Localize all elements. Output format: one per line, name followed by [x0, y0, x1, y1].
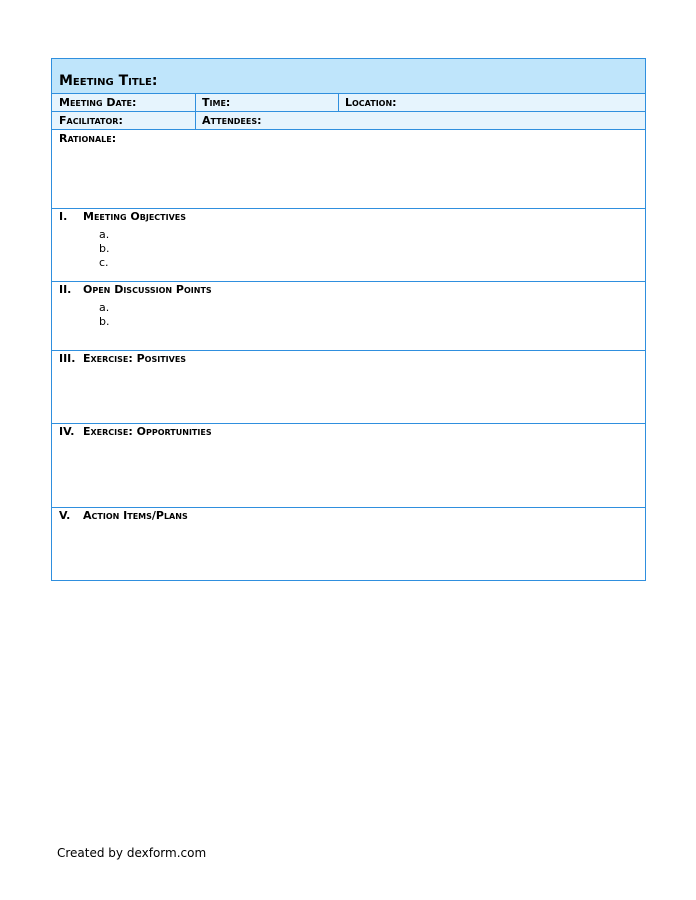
list-item: a.: [99, 301, 110, 314]
rationale-cell[interactable]: [51, 129, 646, 209]
section-meeting-objectives[interactable]: [51, 208, 646, 282]
attendees-cell[interactable]: [195, 111, 646, 130]
section-action-items[interactable]: [51, 507, 646, 581]
location-label: Location:: [345, 96, 397, 109]
location-cell[interactable]: [338, 93, 646, 112]
list-item: c.: [99, 256, 109, 269]
facilitator-cell[interactable]: [51, 111, 196, 130]
section-number: IV.: [59, 425, 75, 438]
section-title: Meeting Objectives: [83, 210, 187, 223]
time-cell[interactable]: [195, 93, 339, 112]
section-number: I.: [59, 210, 68, 223]
footer-credit: Created by dexform.com: [57, 846, 207, 860]
meeting-date-cell[interactable]: [51, 93, 196, 112]
meeting-date-label: Meeting Date:: [59, 96, 137, 109]
section-number: V.: [59, 509, 71, 522]
section-title: Exercise: Opportunities: [83, 425, 212, 438]
section-number: III.: [59, 352, 76, 365]
meeting-title-label: Meeting Title:: [59, 73, 158, 89]
section-exercise-positives[interactable]: [51, 350, 646, 424]
meeting-title-cell[interactable]: [51, 58, 646, 94]
list-item: b.: [99, 315, 110, 328]
rationale-label: Rationale:: [59, 132, 117, 145]
section-exercise-opportunities[interactable]: [51, 423, 646, 508]
attendees-label: Attendees:: [202, 114, 262, 127]
section-title: Open Discussion Points: [83, 283, 212, 296]
facilitator-label: Facilitator:: [59, 114, 123, 127]
time-label: Time:: [202, 96, 231, 109]
section-number: II.: [59, 283, 72, 296]
section-open-discussion-points[interactable]: [51, 281, 646, 351]
list-item: b.: [99, 242, 110, 255]
section-title: Exercise: Positives: [83, 352, 187, 365]
list-item: a.: [99, 228, 110, 241]
section-title: Action Items/Plans: [83, 509, 188, 522]
